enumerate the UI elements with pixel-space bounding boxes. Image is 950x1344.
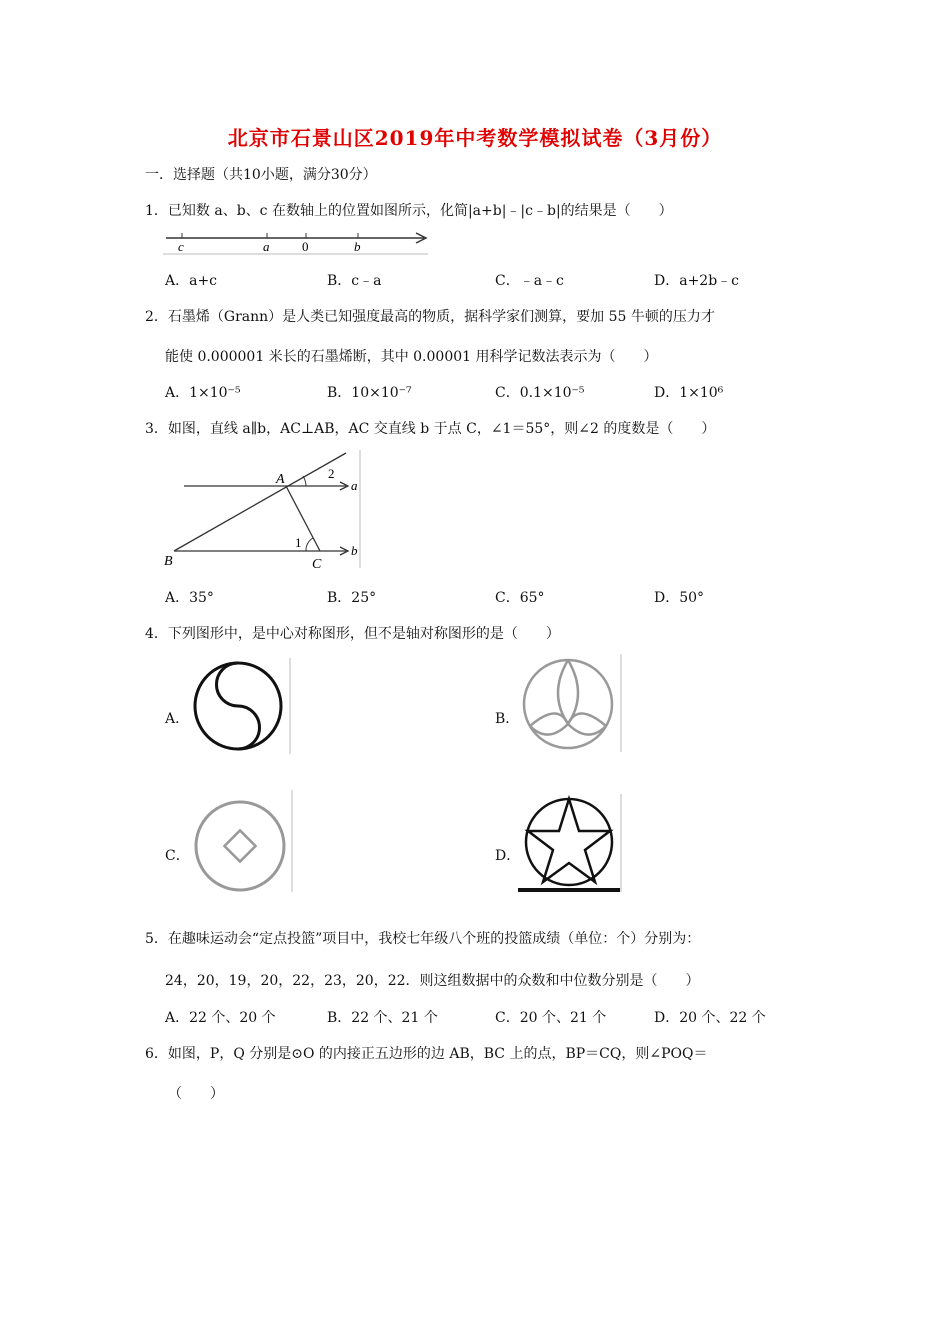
question-3-stem: 3．如图，直线 a∥b，AC⊥AB，AC 交直线 b 于点 C，∠1＝55°，则∠2 的度数是（ ） — [145, 421, 716, 437]
q4-option-b[interactable]: B． — [495, 711, 520, 727]
q5-option-b[interactable]: B．22 个、21 个 — [327, 1010, 438, 1026]
label-line-b: b — [351, 543, 358, 558]
q1-option-d[interactable]: D．a+2b﹣c — [654, 273, 740, 289]
question-5-stem-line2: 24，20，19，20，22，23，20，22．则这组数据中的众数和中位数分别是（ ） — [165, 973, 700, 989]
q3-option-d[interactable]: D．50° — [654, 590, 705, 606]
q1-option-c[interactable]: C．﹣a﹣c — [495, 273, 564, 289]
q1-option-a[interactable]: A．a+c — [165, 273, 218, 289]
q3-option-b[interactable]: B．25° — [327, 590, 377, 606]
q4-option-a[interactable]: A． — [165, 711, 190, 727]
yin-yang-figure — [188, 658, 294, 756]
section-heading: 一．选择题（共10小题，满分30分） — [145, 167, 377, 183]
question-6-stem-line1: 6．如图，P，Q 分别是⊙O 的内接正五边形的边 AB，BC 上的点，BP＝CQ，则∠POQ＝ — [145, 1046, 708, 1062]
label-angle-1: 1 — [295, 535, 302, 550]
label-angle-2: 2 — [328, 466, 335, 481]
q5-option-d[interactable]: D．20 个、22 个 — [654, 1010, 766, 1026]
question-2-stem-line1: 2．石墨烯（Grann）是人类已知强度最高的物质，据科学家们测算，要加 55 牛顿的压力才 — [145, 309, 715, 325]
question-2-stem-line2: 能使 0.000001 米长的石墨烯断，其中 0.00001 用科学记数法表示为（ ） — [165, 349, 658, 365]
q4-option-d[interactable]: D． — [495, 848, 521, 864]
page-title: 北京市石景山区2019年中考数学模拟试卷（3月份） — [227, 126, 723, 150]
q2-option-a[interactable]: A．1×10⁻⁵ — [165, 385, 241, 401]
three-arcs-figure — [518, 654, 624, 754]
q2-option-c[interactable]: C．0.1×10⁻⁵ — [495, 385, 585, 401]
q3-option-c[interactable]: C．65° — [495, 590, 545, 606]
q1-option-b[interactable]: B．c﹣a — [327, 273, 382, 289]
label-point-A: A — [276, 472, 285, 487]
q2-option-b[interactable]: B．10×10⁻⁷ — [327, 385, 412, 401]
question-1-stem: 1．已知数 a、b、c 在数轴上的位置如图所示，化简|a+b|﹣|c﹣b|的结果是（ ） — [145, 203, 673, 219]
question-5-stem-line1: 5．在趣味运动会“定点投篮”项目中，我校七年级八个班的投篮成绩（单位：个）分别为： — [145, 931, 701, 947]
q3-option-a[interactable]: A．35° — [165, 590, 214, 606]
star-in-circle-figure — [518, 794, 624, 894]
q5-option-a[interactable]: A．22 个、20 个 — [165, 1010, 276, 1026]
label-b: b — [354, 239, 361, 254]
question-4-stem: 4．下列图形中，是中心对称图形，但不是轴对称图形的是（ ） — [145, 626, 560, 642]
question-6-stem-line2: （ ） — [168, 1086, 224, 1102]
label-a: a — [263, 239, 270, 254]
label-line-a: a — [351, 478, 358, 493]
parallel-lines-figure — [160, 448, 365, 573]
label-point-C: C — [312, 557, 322, 572]
label-zero: 0 — [302, 239, 309, 254]
q2-option-d[interactable]: D．1×10⁶ — [654, 385, 724, 401]
coin-figure — [188, 790, 294, 894]
q5-option-c[interactable]: C．20 个、21 个 — [495, 1010, 607, 1026]
label-point-B: B — [164, 554, 173, 569]
q4-option-c[interactable]: C． — [165, 848, 190, 864]
number-line-figure — [160, 228, 435, 258]
label-c: c — [178, 239, 184, 254]
